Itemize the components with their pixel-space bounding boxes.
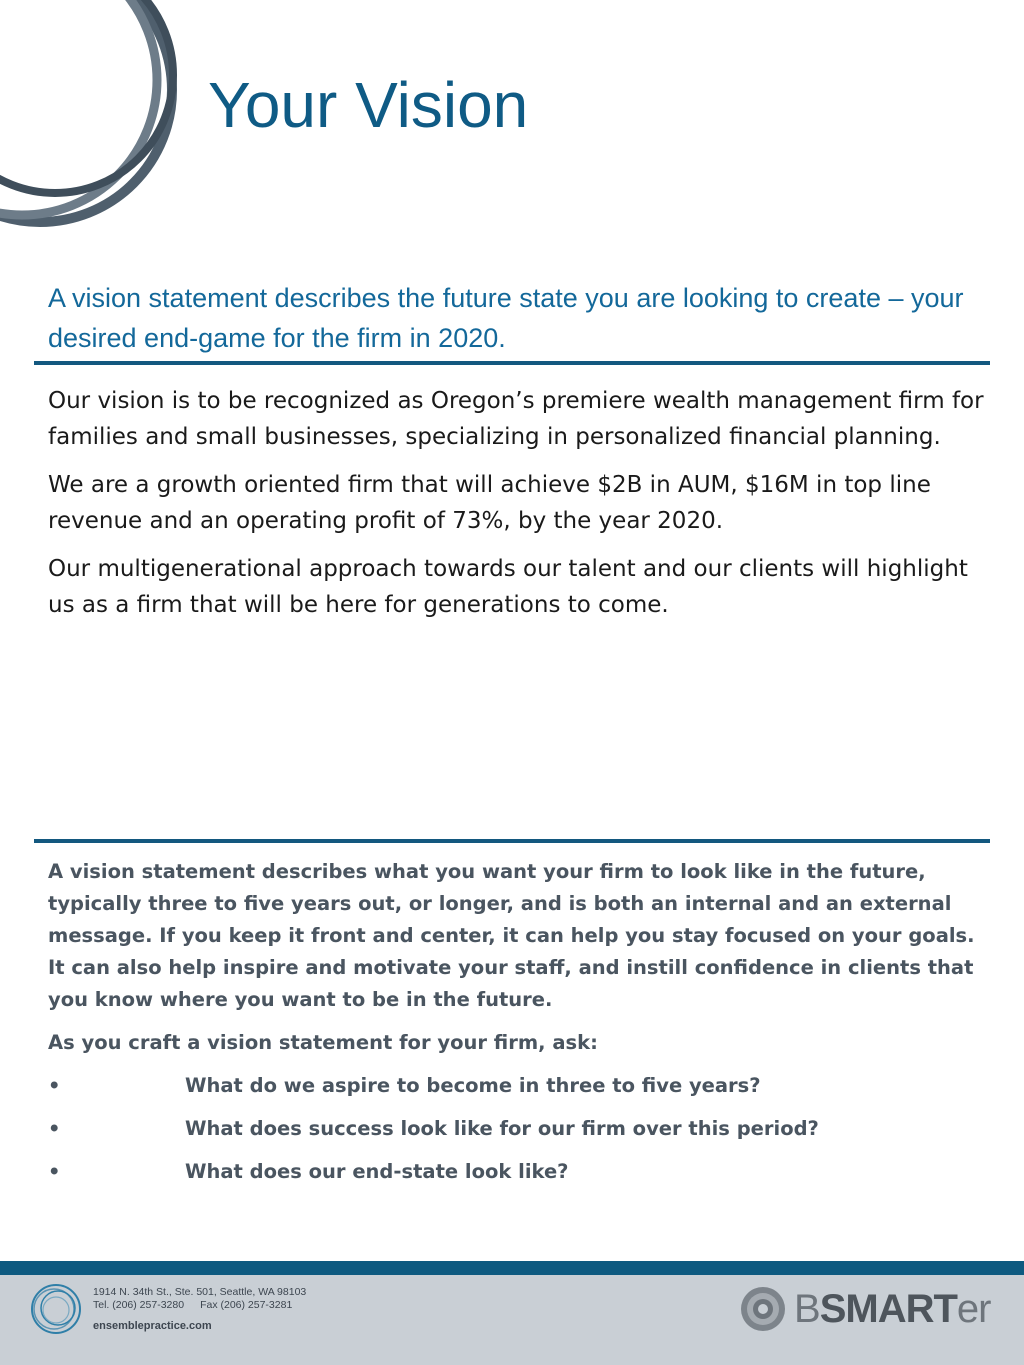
footer-band — [0, 1261, 1024, 1275]
ensemble-ring-icon — [28, 1281, 84, 1337]
question-text: What do we aspire to become in three to five years? — [185, 1074, 761, 1097]
bullet-icon: • — [48, 1160, 61, 1183]
question-text: What does success look like for our firm over this period? — [185, 1117, 819, 1140]
vision-statement — [48, 383, 988, 635]
top-divider — [34, 361, 990, 365]
bottom-divider — [34, 839, 990, 843]
list-item — [48, 1156, 988, 1188]
bsmarter-ring-icon — [738, 1284, 788, 1334]
guidance-section — [48, 856, 988, 1199]
phone-fax-line — [93, 1299, 306, 1312]
bullet-icon: • — [48, 1117, 61, 1140]
website-link[interactable]: ensemblepractice.com — [93, 1320, 212, 1332]
page-title: Your Vision — [208, 69, 529, 141]
vision-paragraph: We are a growth oriented firm that will achieve $2B in AUM, $16M in top line revenue and an operating profit of 73%, by the year 2020. — [48, 472, 931, 534]
list-item — [48, 1113, 988, 1145]
contact-info — [93, 1286, 306, 1333]
bsmarter-logo — [738, 1281, 990, 1337]
guidance-prompt: As you craft a vision statement for your firm, ask: — [48, 1031, 598, 1054]
vision-paragraph: Our vision is to be recognized as Oregon’s premiere wealth management firm for families and small businesses, specializing in personalized financial planning. — [48, 388, 984, 450]
guidance-description: A vision statement describes what you want your firm to look like in the future, typically three to five years out, or longer, and is both an internal and an external message. If you keep it front and center, it can help you stay focused on your goals. It can also help inspire and motivate your staff, and instill confidence in clients that you know where you want to be in the future. — [48, 860, 975, 1011]
question-text: What does our end-state look like? — [185, 1160, 569, 1183]
fax: Fax (206) 257-3281 — [200, 1299, 293, 1311]
brand-prefix: B — [794, 1286, 820, 1331]
brand-strong: SMART — [819, 1286, 957, 1331]
list-item — [48, 1070, 988, 1102]
footer — [0, 1275, 1024, 1365]
vision-paragraph: Our multigenerational approach towards our talent and our clients will highlight us as a firm that will be here for generations to come. — [48, 556, 968, 618]
brand-suffix: er — [956, 1286, 991, 1331]
brand-wordmark — [794, 1287, 990, 1332]
bullet-icon: • — [48, 1074, 61, 1097]
phone: Tel. (206) 257-3280 — [93, 1299, 185, 1311]
intro-statement: A vision statement describes the future state you are looking to create – your desired end-game for the firm in 2020. — [48, 283, 964, 353]
address: 1914 N. 34th St., Ste. 501, Seattle, WA 98103 — [93, 1286, 307, 1298]
interlocking-rings-icon — [0, 0, 190, 250]
